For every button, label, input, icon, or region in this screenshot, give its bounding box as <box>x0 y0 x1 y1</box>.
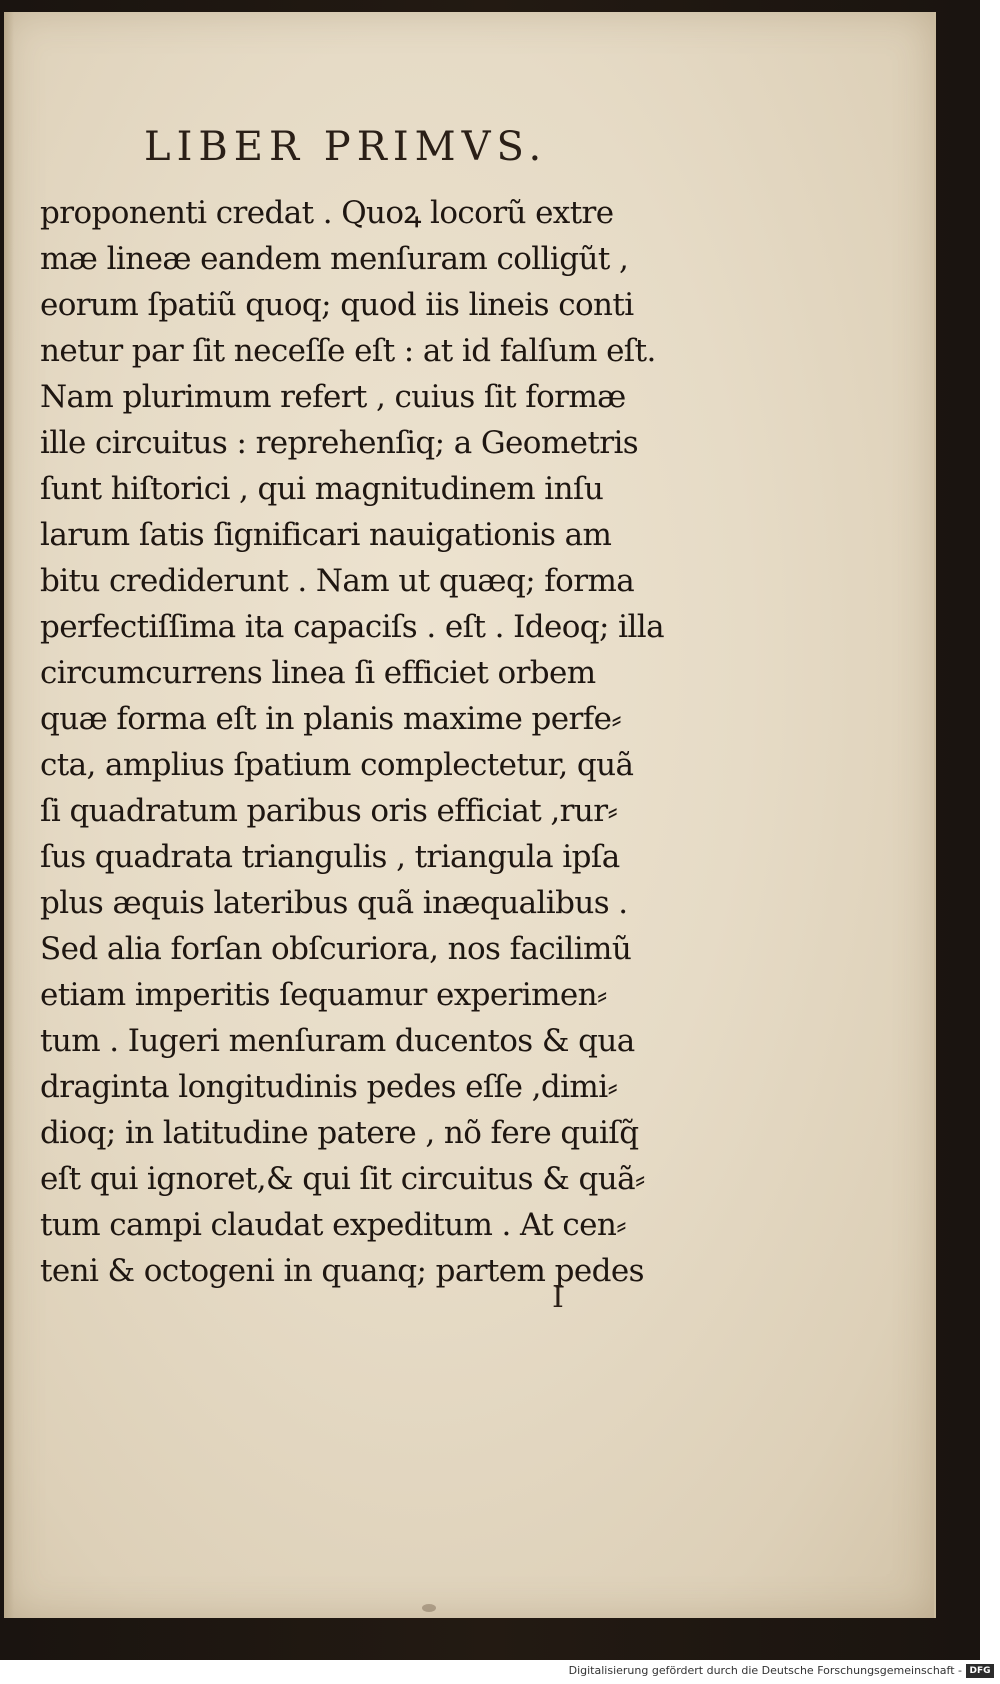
running-head: LIBER PRIMVS. <box>144 124 548 170</box>
paper-speck <box>422 1604 436 1612</box>
text-line: ſus quadrata triangulis , triangula ipſa <box>40 839 620 875</box>
signature-mark: I <box>552 1280 564 1315</box>
book-page <box>4 12 936 1618</box>
text-line: draginta longitudinis pedes eſſe ,dimi⸗ <box>40 1069 618 1105</box>
footer-credit: Digitalisierung gefördert durch die Deutsche Forschungsgemeinschaft - <box>568 1664 962 1677</box>
text-line: dioq; in latitudine patere , nõ fere quiſq̃ <box>40 1115 639 1151</box>
text-line: teni & octogeni in quanq; partem pedes <box>40 1253 644 1289</box>
text-line: Sed alia forſan obſcuriora, nos facilimũ <box>40 931 632 967</box>
footer-bar <box>0 1660 1000 1684</box>
dfg-logo: DFG <box>966 1664 994 1678</box>
text-line: perfectiſſima ita capaciſs . eſt . Ideoq; illa <box>40 609 664 645</box>
text-line: quæ forma eſt in planis maxime perfe⸗ <box>40 701 622 737</box>
text-line: tum campi claudat expeditum . At cen⸗ <box>40 1207 626 1243</box>
text-line: eſt qui ignoret,& qui ſit circuitus & quã⸗ <box>40 1161 645 1197</box>
body-text <box>40 190 680 1294</box>
text-line: eorum ſpatiũ quoq; quod iis lineis conti <box>40 287 634 323</box>
text-line: cta, amplius ſpatium complectetur, quã <box>40 747 634 783</box>
text-line: larum ſatis ſignificari nauigationis am <box>40 517 612 553</box>
text-line: Nam plurimum refert , cuius ſit formæ <box>40 379 626 415</box>
text-line: plus æquis lateribus quã inæqualibus . <box>40 885 628 921</box>
text-line: bitu crediderunt . Nam ut quæq; forma <box>40 563 635 599</box>
text-line: ſunt hiſtorici , qui magnitudinem inſu <box>40 471 604 507</box>
text-line: proponenti credat . Quoꝝ locorũ extre <box>40 195 614 231</box>
text-line: tum . Iugeri menſuram ducentos & qua <box>40 1023 635 1059</box>
text-line: ſi quadratum paribus oris efficiat ,rur⸗ <box>40 793 618 829</box>
text-line: netur par ſit neceſſe eſt : at id falſum eſt. <box>40 333 656 369</box>
text-line: circumcurrens linea ſi efficiet orbem <box>40 655 596 691</box>
text-line: ille circuitus : reprehenſiq; a Geometris <box>40 425 639 461</box>
page-edge-shadow <box>4 12 14 1618</box>
text-line: etiam imperitis ſequamur experimen⸗ <box>40 977 607 1013</box>
text-line: mæ lineæ eandem menſuram colligũt , <box>40 241 629 277</box>
